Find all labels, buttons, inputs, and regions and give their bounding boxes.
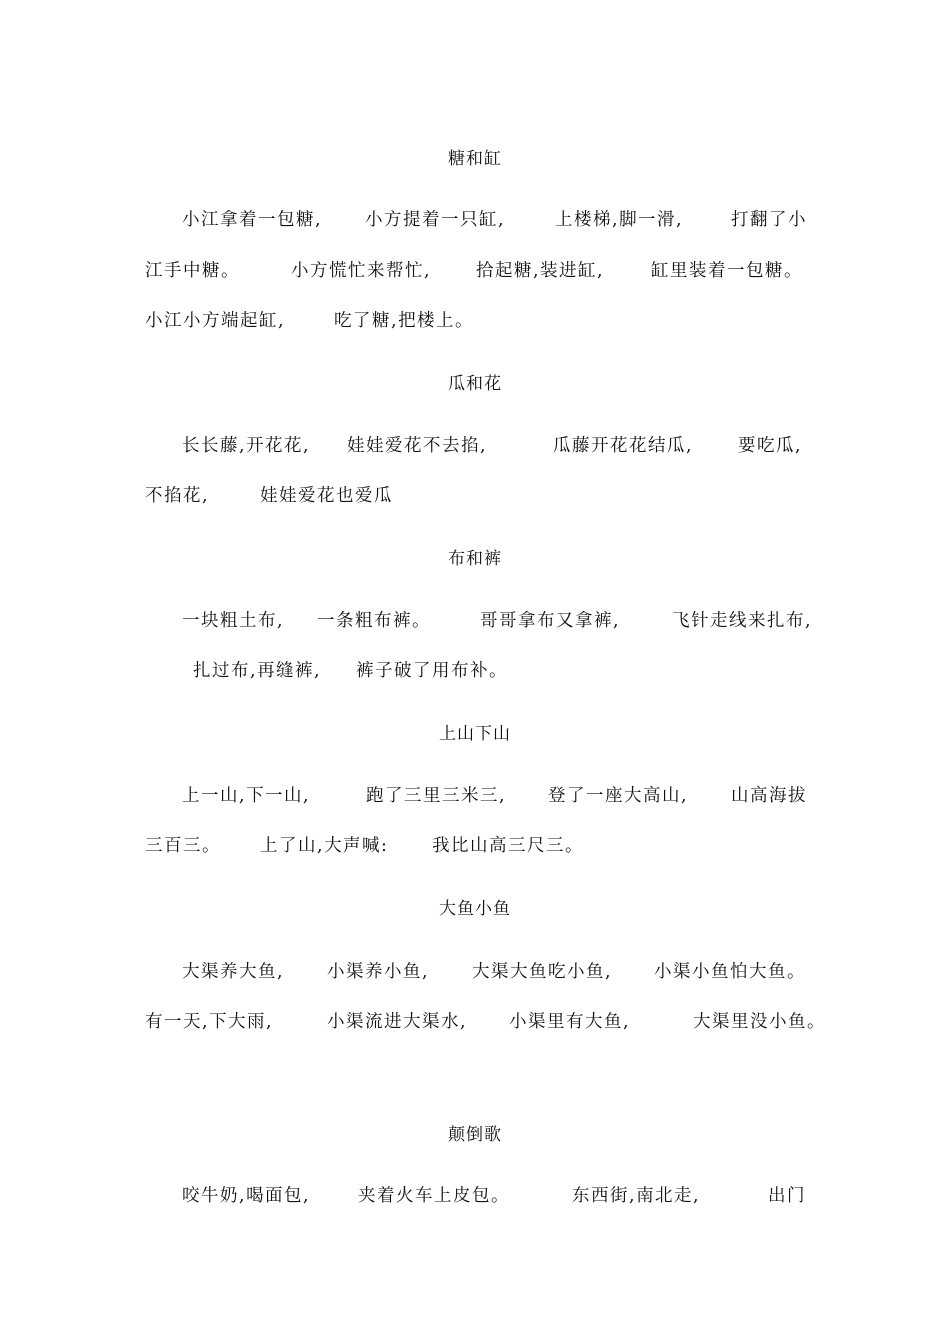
phrase: 小渠养小鱼, — [327, 962, 430, 982]
poem-title: 颠倒歌 — [448, 1125, 502, 1145]
phrase: 江手中糖。 — [145, 261, 240, 281]
phrase: 上了山,大声喊: — [260, 836, 389, 856]
phrase: 扎过布,再缝裤, — [193, 661, 322, 681]
phrase: 登了一座大高山, — [548, 786, 689, 806]
phrase: 一条粗布裤。 — [317, 611, 431, 631]
poem-title: 布和裤 — [448, 549, 502, 569]
phrase: 大渠大鱼吃小鱼, — [472, 962, 613, 982]
phrase: 上楼梯,脚一滑, — [555, 210, 684, 230]
phrase: 长长藤,开花花, — [182, 436, 311, 456]
phrase: 大渠里没小鱼。 — [693, 1012, 826, 1032]
poem-line — [0, 1008, 950, 1032]
phrase: 娃娃爱花也爱瓜 — [260, 486, 393, 506]
poem-title: 瓜和花 — [448, 374, 502, 394]
phrase: 大渠养大鱼, — [182, 962, 285, 982]
phrase: 小渠里有大鱼, — [509, 1012, 631, 1032]
phrase: 小方提着一只缸, — [365, 210, 506, 230]
poem-line — [0, 607, 950, 631]
phrase: 出门 — [768, 1186, 806, 1206]
phrase: 小渠流进大渠水, — [327, 1012, 468, 1032]
phrase: 有一天,下大雨, — [145, 1012, 274, 1032]
poem-title: 大鱼小鱼 — [439, 899, 511, 919]
phrase: 飞针走线来扎布, — [672, 611, 813, 631]
phrase: 哥哥拿布又拿裤, — [480, 611, 621, 631]
phrase: 不掐花, — [145, 486, 210, 506]
poem-title: 糖和缸 — [448, 149, 502, 169]
phrase: 打翻了小 — [731, 210, 807, 230]
phrase: 娃娃爱花不去掐, — [347, 436, 488, 456]
poem-line — [0, 482, 950, 506]
poem-title: 上山下山 — [439, 724, 511, 744]
poem-line — [0, 206, 950, 230]
phrase: 裤子破了用布补。 — [356, 661, 508, 681]
phrase: 咬牛奶,喝面包, — [182, 1186, 311, 1206]
phrase: 山高海拔 — [731, 786, 807, 806]
phrase: 一块粗土布, — [182, 611, 285, 631]
phrase: 瓜藤开花花结瓜, — [553, 436, 694, 456]
poem-line — [0, 657, 950, 681]
poem-line — [0, 257, 950, 281]
phrase: 小方慌忙来帮忙, — [291, 261, 432, 281]
phrase: 上一山,下一山, — [182, 786, 311, 806]
poem-line — [0, 782, 950, 806]
poem-line — [0, 958, 950, 982]
phrase: 东西街,南北走, — [572, 1186, 701, 1206]
phrase: 跑了三里三米三, — [366, 786, 507, 806]
phrase: 小渠小鱼怕大鱼。 — [654, 962, 806, 982]
phrase: 我比山高三尺三。 — [432, 836, 584, 856]
phrase: 吃了糖,把楼上。 — [334, 311, 475, 331]
phrase: 小江拿着一包糖, — [182, 210, 323, 230]
poem-line — [0, 1182, 950, 1206]
phrase: 要吃瓜, — [738, 436, 803, 456]
poem-line — [0, 832, 950, 856]
phrase: 小江小方端起缸, — [145, 311, 286, 331]
phrase: 三百三。 — [145, 836, 221, 856]
poem-line — [0, 307, 950, 331]
phrase: 缸里装着一包糖。 — [651, 261, 803, 281]
poem-line — [0, 432, 950, 456]
phrase: 拾起糖,装进缸, — [476, 261, 605, 281]
phrase: 夹着火车上皮包。 — [358, 1186, 510, 1206]
